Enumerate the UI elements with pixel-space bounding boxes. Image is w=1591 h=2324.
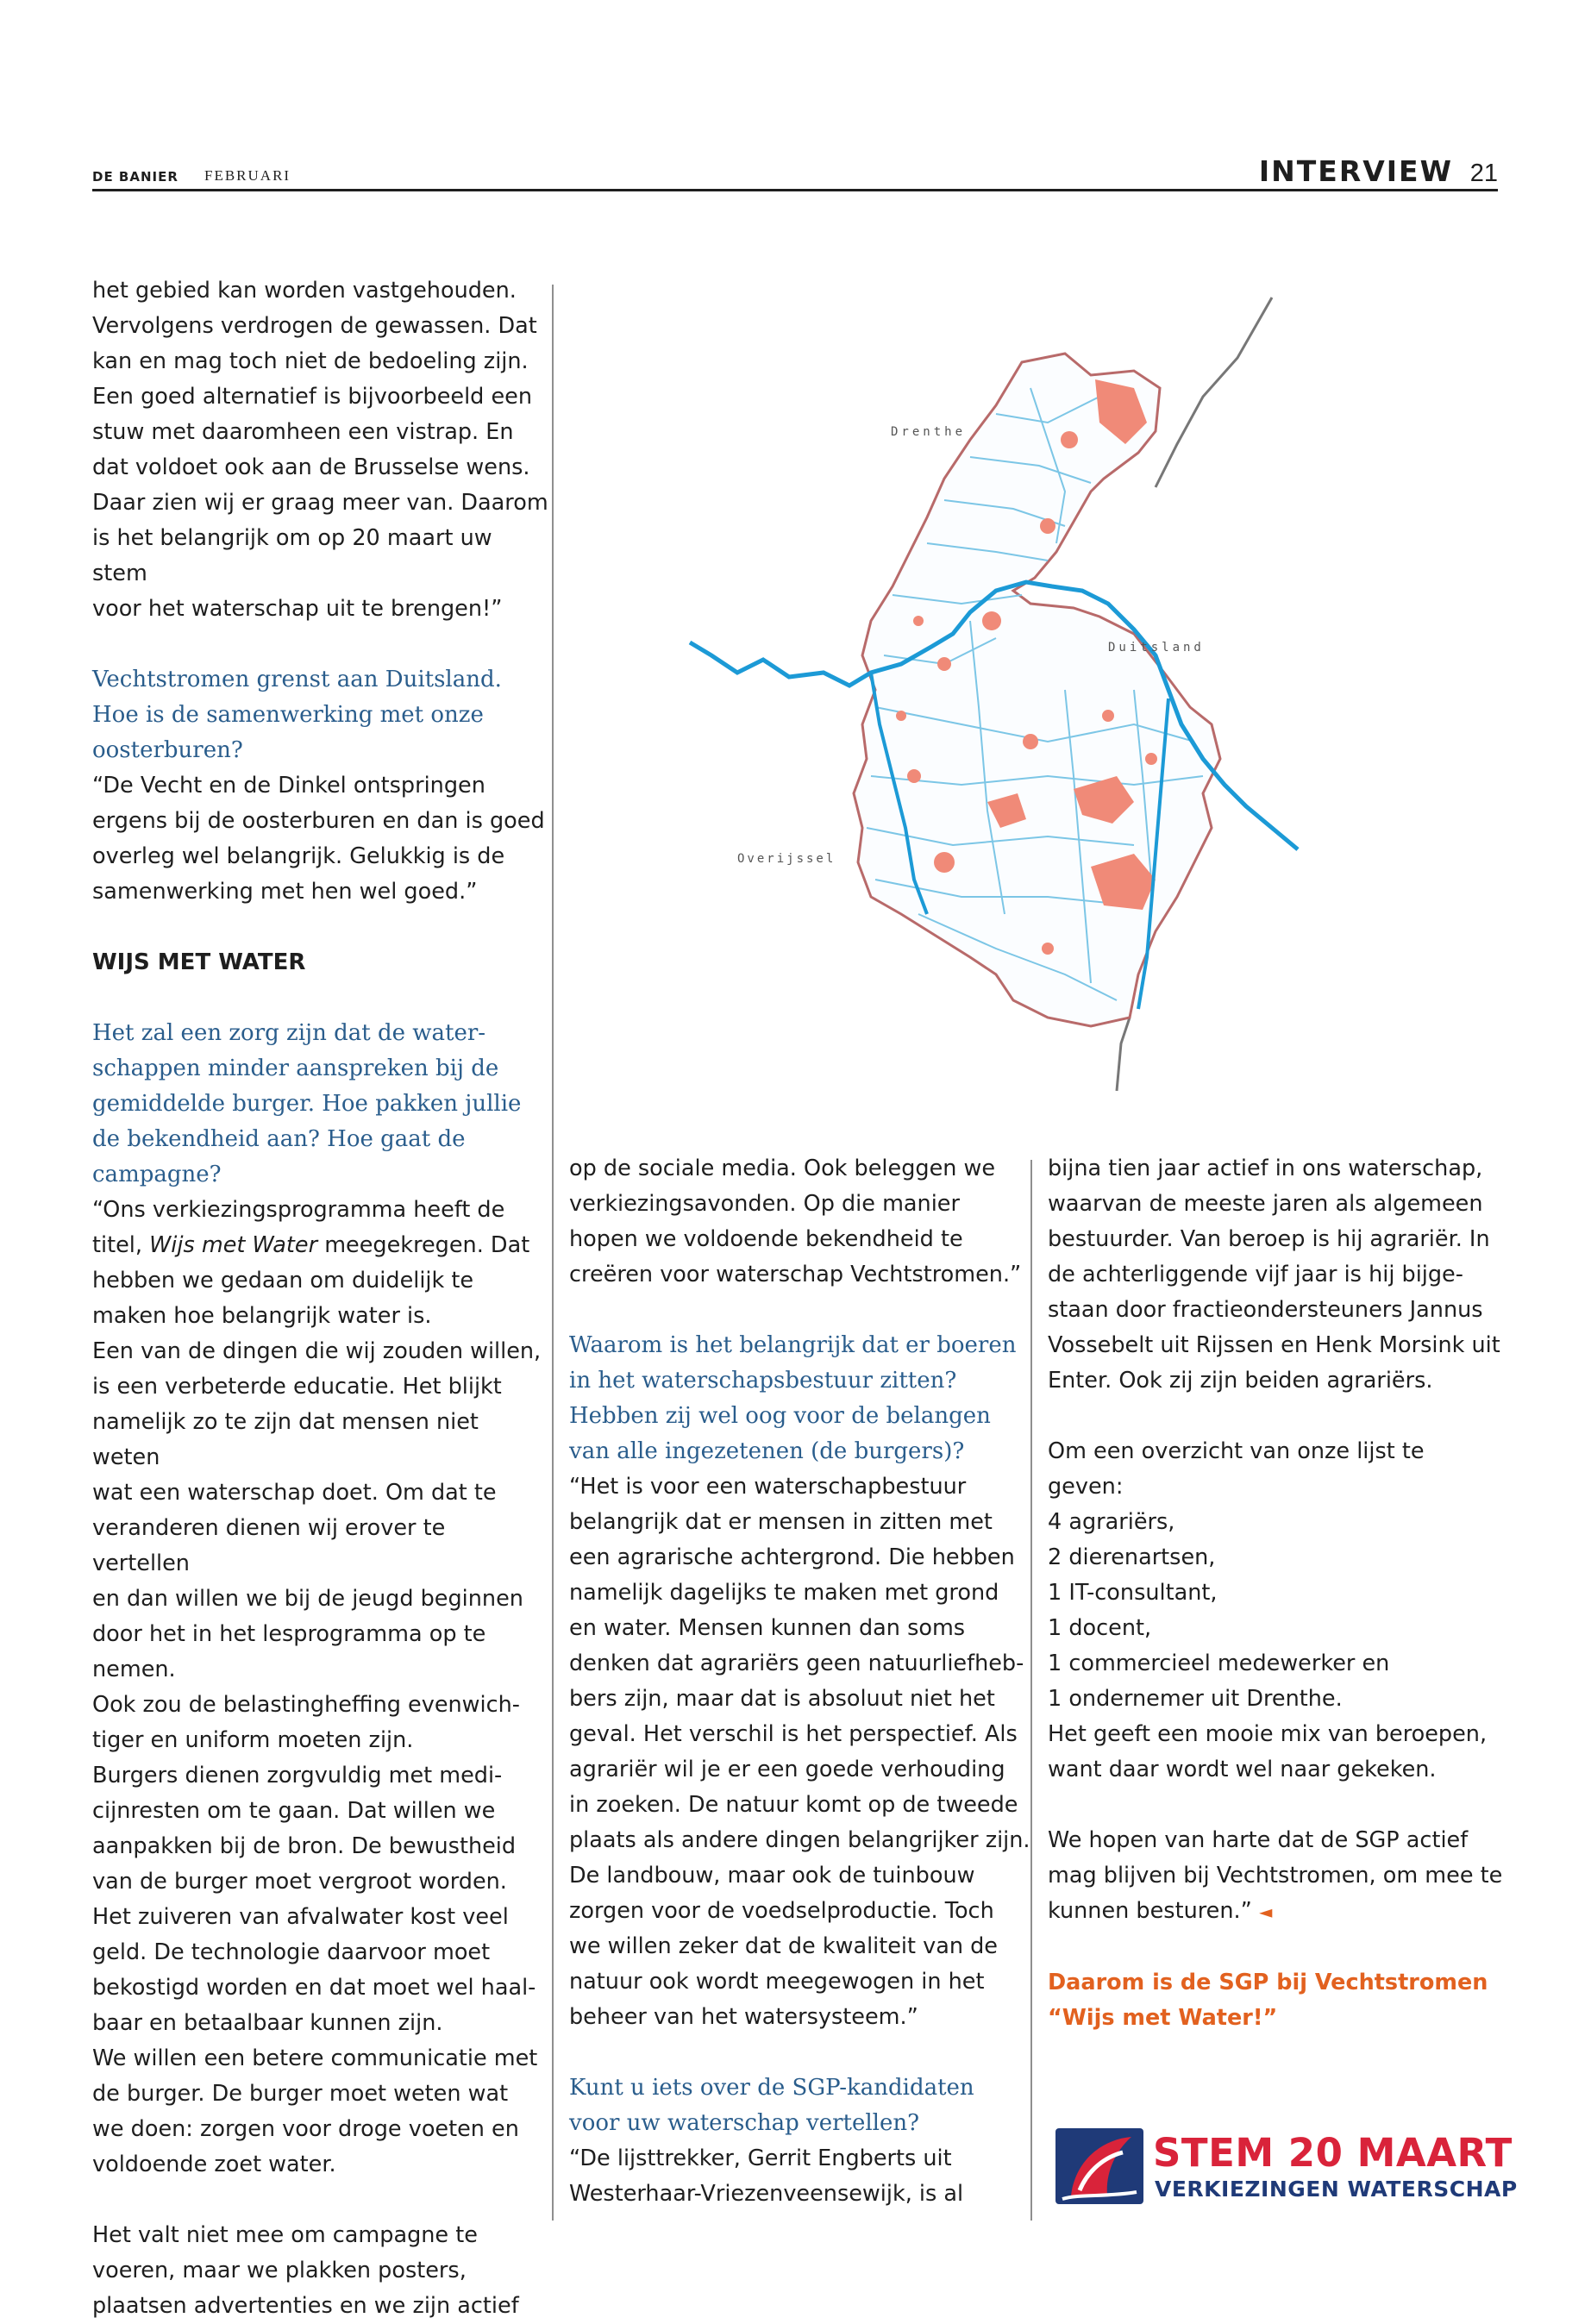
province-boundary [1156,298,1272,487]
text-line: aanpakken bij de bron. De bewustheid [92,1833,517,1859]
text-line: is het belangrijk om op 20 maart uw stem [92,525,492,586]
text-line: Het valt niet mee om campagne te [92,2222,478,2248]
text-line-with-emphasis [92,1228,549,1263]
text-line: stuw met daaromheen een vistrap. En [92,419,514,445]
list-item: 1 IT-consultant, [1048,1580,1218,1606]
question-line: Hoe is de samenwerking met onze [92,702,484,728]
text-line: veranderen dienen wij erover te vertellen [92,1515,446,1576]
slogan-line: “Wijs met Water!” [1048,2005,1278,2031]
text-line: we doen: zorgen voor droge voeten en [92,2116,519,2142]
text-line: belangrijk dat er mensen in zitten met [569,1509,993,1535]
text-line: Het geeft een mooie mix van beroepen, [1048,1721,1488,1747]
paragraph-intro [92,273,549,627]
text-line: samenwerking met hen wel goed.” [92,879,478,905]
text-line: beheer van het watersysteem.” [569,2004,918,2030]
answer-germany [92,768,549,910]
question-line: oosterburen? [92,737,243,763]
question-line: voor uw waterschap vertellen? [569,2110,920,2136]
question-line: Vechtstromen grenst aan Duitsland. [92,667,502,692]
territory-outline [854,354,1220,1026]
column-divider-1 [552,285,554,2221]
candidate-list [1048,1434,1505,1788]
text-line: want daar wordt wel naar gekeken. [1048,1757,1437,1782]
text-line: tiger en uniform moeten zijn. [92,1727,414,1753]
question-line: Hebben zij wel oog voor de belangen [569,1403,991,1429]
text-line: bestuurder. Van beroep is hij agrariër. In [1048,1226,1490,1252]
page-header [92,145,1498,193]
logo-title: STEM 20 MAART [1153,2130,1513,2176]
text-line: “De lijsttrekker, Gerrit Engberts uit [569,2145,952,2171]
text-line: waarvan de meeste jaren als algemeen [1048,1191,1483,1217]
text-line: en dan willen we bij de jeugd beginnen [92,1586,523,1612]
question-line: gemiddelde burger. Hoe pakken jullie [92,1091,522,1117]
text-line: Vossebelt uit Rijssen en Henk Morsink uit [1048,1332,1500,1358]
text-span: kunnen besturen.” [1048,1898,1252,1924]
answer-campaign [92,1193,549,2183]
question-line: schappen minder aanspreken bij de [92,1056,499,1081]
text-line: cijnresten om te gaan. Dat willen we [92,1798,496,1824]
question-line: campagne? [92,1162,222,1187]
text-line: Een van de dingen die wij zouden willen, [92,1338,542,1364]
text-line: plaatsen advertenties en we zijn actief [92,2293,519,2319]
text-line: het gebied kan worden vastgehouden. [92,278,517,304]
text-line: Burgers dienen zorgvuldig met medi- [92,1763,503,1788]
text-line: op de sociale media. Ook beleggen we [569,1156,996,1181]
answer-farmers [569,1469,1030,2035]
text-line: de burger. De burger moet weten wat [92,2081,509,2107]
text-line: geval. Het verschil is het perspectief. Als [569,1721,1018,1747]
text-line: een agrarische achtergrond. Die hebben [569,1544,1015,1570]
text-line: ergens bij de oosterburen en dan is goed [92,808,545,834]
question-candidates [569,2070,1030,2141]
text-line-with-end-mark [1048,1894,1505,1930]
answer-campaign-end [569,1151,1030,1293]
question-line: Het zal een zorg zijn dat de water- [92,1020,486,1046]
text-line: in zoeken. De natuur komt op de tweede [569,1792,1018,1818]
text-line: nemen. [92,1657,176,1682]
text-line: plaats als andere dingen belangrijker zijn. [569,1827,1030,1853]
label-duitsland: Duitsland [1108,641,1205,655]
label-drenthe: Drenthe [891,425,967,439]
list-item: 1 ondernemer uit Drenthe. [1048,1686,1343,1712]
subheading-wijs-met-water: WIJS MET WATER [92,949,306,975]
text-line: hebben we gedaan om duidelijk te [92,1268,474,1294]
closing-slogan [1048,1965,1505,2036]
answer-candidates [569,2141,1030,2212]
column-divider-2 [1030,1160,1032,2221]
answer-campaign-continued [92,2218,549,2324]
text-line: voldoende zoet water. [92,2152,336,2177]
end-mark-icon: ◄ [1258,1901,1273,1922]
header-rule [92,189,1498,191]
text-line: Westerhaar-Vriezenveensewijk, is al [569,2181,964,2207]
text-line: maken hoe belangrijk water is. [92,1303,432,1329]
list-item: 2 dierenartsen, [1048,1544,1216,1570]
issue-month: FEBRUARI [204,167,291,184]
text-line: staan door fractieondersteuners Jannus [1048,1297,1483,1323]
text-line: baar en betaalbaar kunnen zijn. [92,2010,443,2036]
answer-candidates-continued [1048,1151,1505,1399]
question-line: Waarom is het belangrijk dat er boeren [569,1332,1017,1358]
stem-20-maart-logo [1054,2120,1518,2213]
text-line: bers zijn, maar dat is absoluut niet het [569,1686,995,1712]
text-line: is een verbeterde educatie. Het blijkt [92,1374,502,1400]
text-line: Ook zou de belastingheffing evenwich- [92,1692,520,1718]
text-line: Het zuiveren van afvalwater kost veel [92,1904,509,1930]
text-line: bijna tien jaar actief in ons waterschap, [1048,1156,1483,1181]
text-line: denken dat agrariërs geen natuurliefheb- [569,1651,1024,1676]
text-line: verkiezingsavonden. Op die manier [569,1191,960,1217]
text-line: Vervolgens verdrogen de gewassen. Dat [92,313,537,339]
text-line: wat een waterschap doet. Om dat te [92,1480,497,1506]
sgp-emblem-icon [1054,2127,1145,2206]
vechtstromen-map [686,293,1358,1095]
column-3 [1048,1151,1505,2036]
province-boundary-south [1117,1018,1130,1091]
text-line: We willen een betere communicatie met [92,2045,538,2071]
program-title-emphasis: Wijs met Water [149,1232,318,1258]
text-line: We hopen van harte dat de SGP actief [1048,1827,1469,1853]
question-farmers [569,1328,1030,1469]
question-germany [92,662,549,768]
question-campaign [92,1016,549,1193]
text-line: we willen zeker dat de kwaliteit van de [569,1933,998,1959]
text-line: namelijk dagelijks te maken met grond [569,1580,999,1606]
logo-subtitle: VERKIEZINGEN WATERSCHAP [1155,2177,1518,2202]
text-line: namelijk zo te zijn dat mensen niet weten [92,1409,479,1470]
page-number: 21 [1469,160,1498,187]
text-line: mag blijven bij Vechtstromen, om mee te [1048,1863,1503,1889]
text-line: voor het waterschap uit te brengen!” [92,596,503,622]
text-line: voeren, maar we plakken posters, [92,2258,467,2283]
text-line: en water. Mensen kunnen dan soms [569,1615,966,1641]
text-line: “De Vecht en de Dinkel ontspringen [92,773,485,799]
question-line: in het waterschapsbestuur zitten? [569,1368,957,1394]
text-line: de achterliggende vijf jaar is hij bijge- [1048,1262,1463,1287]
closing-paragraph [1048,1823,1505,1930]
text-line: hopen we voldoende bekendheid te [569,1226,963,1252]
question-line: de bekendheid aan? Hoe gaat de [92,1126,466,1152]
text-line: bekostigd worden en dat moet wel haal- [92,1975,536,2001]
question-line: van alle ingezetenen (de burgers)? [569,1438,965,1464]
column-1 [92,273,549,2324]
text-line: natuur ook wordt meegewogen in het [569,1969,985,1995]
text-line: kan en mag toch niet de bedoeling zijn. [92,348,529,374]
text-line: Enter. Ook zij zijn beiden agrariërs. [1048,1368,1433,1394]
text-line: geld. De technologie daarvoor moet [92,1939,491,1965]
text-line: De landbouw, maar ook de tuinbouw [569,1863,975,1889]
list-item: 1 commercieel medewerker en [1048,1651,1390,1676]
slogan-line: Daarom is de SGP bij Vechtstromen [1048,1970,1488,1995]
text-line: “Ons verkiezingsprogramma heeft de [92,1197,505,1223]
text-line: Om een overzicht van onze lijst te geven: [1048,1438,1425,1500]
text-line: zorgen voor de voedselproductie. Toch [569,1898,994,1924]
text-line: “Het is voor een waterschapbestuur [569,1474,967,1500]
column-2 [569,1151,1030,2212]
publication-name: DE BANIER [92,169,179,185]
list-item: 4 agrariërs, [1048,1509,1175,1535]
text-line: Daar zien wij er graag meer van. Daarom [92,490,548,516]
text-span: meegekregen. Dat [317,1232,530,1258]
list-item: 1 docent, [1048,1615,1152,1641]
label-overijssel: Overijssel [737,852,836,866]
section-title: INTERVIEW [1258,154,1453,188]
text-line: van de burger moet vergroot worden. [92,1869,507,1895]
text-line: door het in het lesprogramma op te [92,1621,486,1647]
text-span: titel, [92,1232,150,1258]
text-line: dat voldoet ook aan de Brusselse wens. [92,454,530,480]
text-line: Een goed alternatief is bijvoorbeeld een [92,384,532,410]
question-line: Kunt u iets over de SGP-kandidaten [569,2075,974,2101]
text-line: creëren voor waterschap Vechtstromen.” [569,1262,1022,1287]
text-line: agrariër wil je er een goede verhouding [569,1757,1005,1782]
text-line: overleg wel belangrijk. Gelukkig is de [92,843,505,869]
